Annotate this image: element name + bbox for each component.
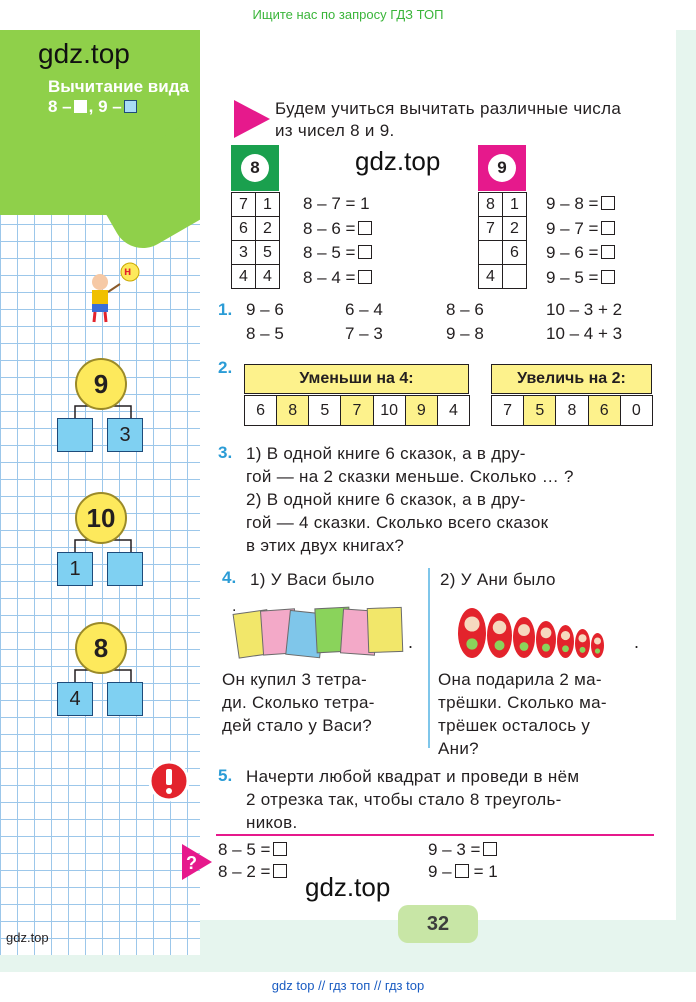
table-cell: 2 [503, 217, 527, 241]
equation-text: 8 – 7 = 1 [303, 194, 370, 213]
equation-text: 9 – 8 = [546, 194, 599, 213]
equation [303, 192, 372, 217]
table-cell: 7 [479, 217, 503, 241]
task-4-right-title: 2) У Ани было [440, 570, 556, 589]
answer-box [601, 196, 615, 210]
bottom-eq: 8 – 2 = [218, 860, 287, 884]
text-line: ников. [246, 813, 298, 832]
table-8-header: 8 [231, 145, 279, 191]
bottom-eq: 8 – 5 = [218, 838, 287, 862]
task-4-left-text [222, 668, 422, 737]
increase-row [491, 395, 653, 426]
answer-box [358, 270, 372, 284]
table-9-header: 9 [478, 145, 526, 191]
link-separator: // [318, 978, 326, 993]
increase-cell: 7 [492, 396, 524, 426]
equation-text: 8 – 5 = [303, 243, 356, 262]
table-cell: 4 [256, 265, 280, 289]
watermark-3: gdz.top [305, 872, 391, 902]
task-1-expr: 7 – 3 [345, 324, 383, 343]
text-line: трёшки. Сколько ма- [438, 693, 607, 712]
table-cell: 3 [232, 241, 256, 265]
table-cell: 2 [256, 217, 280, 241]
period-mark: . [232, 598, 237, 615]
topic-subtitle: 8 – , 9 – [48, 97, 139, 117]
equation [546, 241, 615, 266]
decrease-cell: 9 [405, 396, 437, 426]
table-cell: 4 [479, 265, 503, 289]
topic-title: Вычитание вида [48, 77, 189, 96]
task-4-divider [428, 568, 430, 748]
tree-right-part [107, 682, 143, 716]
equation [303, 217, 372, 242]
table-cell: 1 [503, 193, 527, 217]
tree-right-part [107, 552, 143, 586]
link-separator: // [373, 978, 382, 993]
text-line: Начерти любой квадрат и проведи в нём [246, 767, 580, 786]
decrease-cell: 5 [309, 396, 341, 426]
decrease-header: Уменьши на 4: [244, 364, 469, 394]
intro-arrow-icon [232, 98, 272, 140]
text-line: гой — 4 сказки. Сколько всего сказок [246, 513, 549, 532]
table-cell: 6 [503, 241, 527, 265]
task-5-text [246, 765, 656, 834]
notebooks-image [232, 600, 412, 662]
task-1-expr: 9 – 6 [246, 300, 284, 319]
decrease-cell: 8 [277, 396, 309, 426]
equation [546, 266, 615, 291]
text-line: Ани? [438, 739, 479, 758]
bottom-eq: 9 – 3 = [428, 838, 497, 862]
intro-line-2: из чисел 8 и 9. [275, 121, 395, 140]
task-1-expr: 10 – 3 + 2 [546, 300, 623, 319]
equation-text: 9 – 7 = [546, 218, 599, 238]
table-8 [231, 192, 280, 289]
equation [303, 241, 372, 266]
text-line: дей стало у Васи? [222, 716, 372, 735]
answer-box [601, 270, 615, 284]
attention-icon [148, 760, 190, 802]
task-1-expr: 6 – 4 [345, 300, 383, 319]
watermark-small: gdz.top [6, 930, 49, 945]
decrease-row [244, 395, 470, 426]
task-1-expr: 9 – 8 [446, 324, 484, 343]
text-line: 1) В одной книге 6 сказок, а в дру- [246, 444, 526, 463]
equation-text: 9 – 6 = [546, 243, 599, 262]
task-1-number: 1. [218, 300, 233, 319]
tree-left-part: 4 [57, 682, 93, 716]
task-1-expr: 8 – 5 [246, 324, 284, 343]
task-2-number: 2. [218, 358, 233, 377]
task-3-text [246, 442, 656, 557]
answer-box [358, 221, 372, 235]
page-number: 32 [398, 905, 478, 943]
text-line: Она подарила 2 ма- [438, 670, 602, 689]
tree-top-number: 10 [75, 492, 127, 544]
increase-cell: 5 [524, 396, 556, 426]
increase-cell: 6 [588, 396, 620, 426]
answer-box [358, 245, 372, 259]
increase-header: Увеличь на 2: [491, 364, 652, 394]
text-line: Он купил 3 тетра- [222, 670, 367, 689]
increase-cell: 0 [620, 396, 652, 426]
task-5-number: 5. [218, 766, 233, 785]
task-4-left-title: 1) У Васи было [250, 570, 375, 589]
text-line: 2) В одной книге 6 сказок, а в дру- [246, 490, 526, 509]
bottom-links[interactable] [0, 972, 696, 1002]
bottom-link[interactable]: gdz top [271, 978, 315, 993]
helper-character-icon [86, 262, 146, 324]
increase-cell: 8 [556, 396, 588, 426]
decrease-cell: 7 [341, 396, 373, 426]
table-cell: 7 [232, 193, 256, 217]
task-1-expr: 8 – 6 [446, 300, 484, 319]
period-mark: . [634, 632, 640, 652]
tree-left-part: 1 [57, 552, 93, 586]
decrease-cell: 6 [245, 396, 277, 426]
equation-text: 8 – 6 = [303, 218, 356, 238]
matryoshka-dolls-image [456, 600, 636, 662]
task-3-number: 3. [218, 443, 233, 462]
table-cell: 5 [256, 241, 280, 265]
bottom-link[interactable]: гдз топ [328, 978, 371, 993]
text-line: трёшек осталось у [438, 716, 591, 735]
table-cell [503, 265, 527, 289]
text-line: гой — на 2 сказки меньше. Сколько … ? [246, 467, 574, 486]
task-4-number: 4. [222, 568, 237, 587]
bottom-eq: 9 – = 1 [428, 862, 498, 881]
text-line: в этих двух книгах? [246, 536, 405, 555]
question-icon [180, 842, 214, 882]
watermark-2: gdz.top [355, 146, 441, 176]
table-8-equations [303, 192, 372, 290]
table-cell [479, 241, 503, 265]
tree-left-part [57, 418, 93, 452]
period-mark: . [408, 632, 414, 652]
table-9-equations [546, 192, 615, 290]
bottom-link[interactable]: гдз top [384, 978, 425, 993]
equation [546, 192, 615, 217]
text-line: 2 отрезка так, чтобы стало 8 треуголь- [246, 790, 562, 809]
top-banner[interactable]: Ищите нас по запросу ГДЗ ТОП [252, 7, 444, 22]
svg-text:?: ? [186, 853, 197, 873]
answer-box [601, 221, 615, 235]
table-cell: 4 [232, 265, 256, 289]
task-1-expr: 10 – 4 + 3 [546, 324, 623, 343]
equation-text: 9 – 5 = [546, 267, 599, 287]
table-cell: 1 [256, 193, 280, 217]
table-cell: 6 [232, 217, 256, 241]
tree-top-number: 9 [75, 358, 127, 410]
text-line: ди. Сколько тетра- [222, 693, 375, 712]
decrease-cell: 10 [373, 396, 405, 426]
equation [546, 217, 615, 242]
watermark: gdz.top [38, 38, 130, 69]
section-divider [216, 834, 654, 836]
tree-right-part: 3 [107, 418, 143, 452]
tree-top-number: 8 [75, 622, 127, 674]
table-cell: 8 [479, 193, 503, 217]
equation-text: 8 – 4 = [303, 267, 356, 287]
task-4-right-text [438, 668, 656, 760]
helper-badge: н [124, 264, 132, 278]
decrease-cell: 4 [437, 396, 469, 426]
table-9 [478, 192, 527, 289]
answer-box [601, 245, 615, 259]
intro-line-1: Будем учиться вычитать различные числа [275, 99, 622, 118]
equation [303, 266, 372, 291]
